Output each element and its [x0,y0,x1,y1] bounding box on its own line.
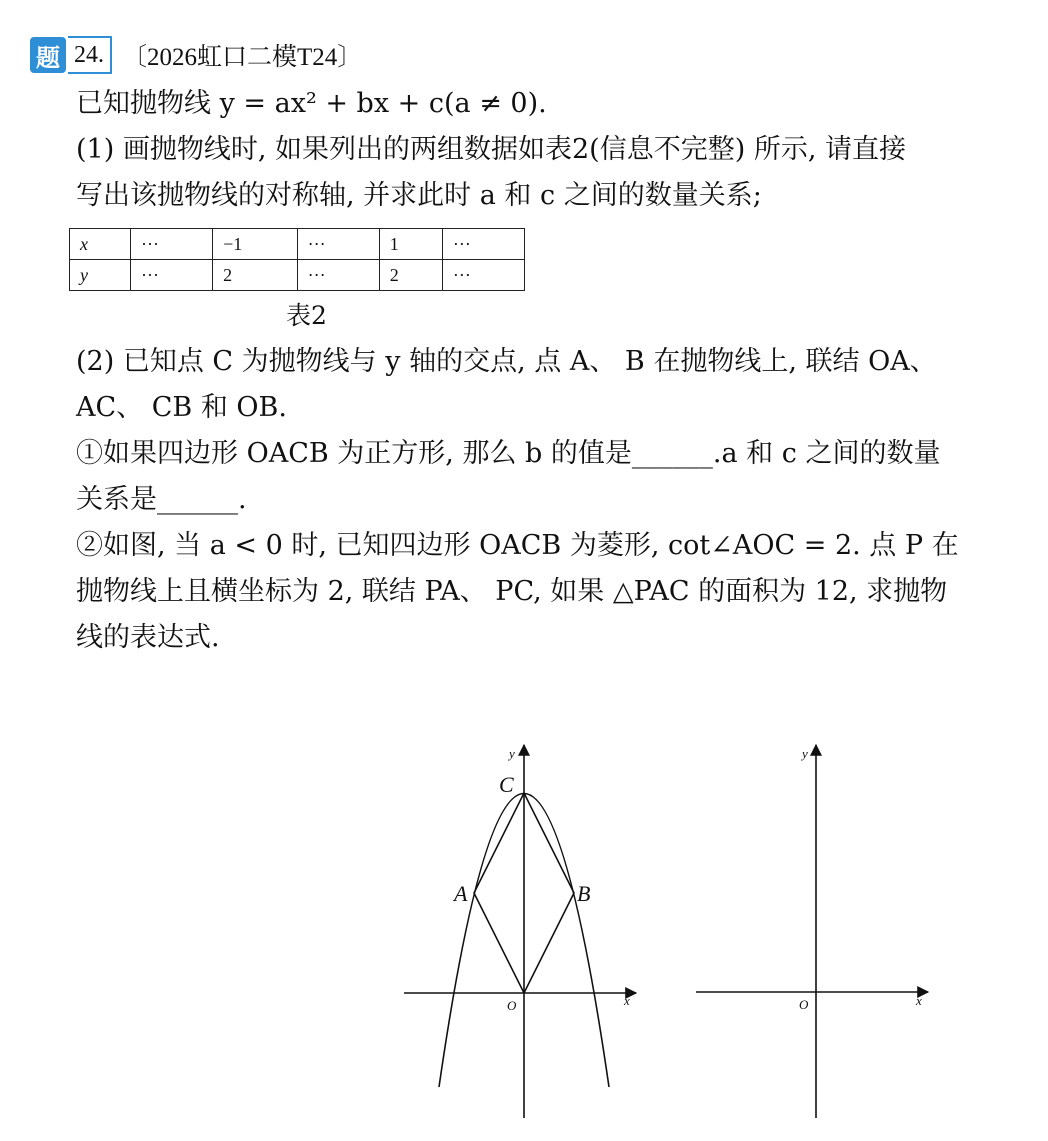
figure-1 [404,745,636,1118]
table-cell: −1 [213,229,298,260]
table-cell: x [70,229,131,260]
table-cell: ··· [297,260,379,291]
table-cell: ··· [131,260,213,291]
table-cell: 1 [379,229,442,260]
figure-2 [696,745,928,1118]
problem-intro: 已知抛物线 y = ax² + bx + c(a ≠ 0). [76,88,547,119]
problem-tag: 题 [30,37,66,73]
part2-line-1: (2) 已知点 C 为抛物线与 y 轴的交点, 点 A、 B 在抛物线上, 联结 OA、 [76,346,937,377]
point-b-label: B [577,881,591,906]
part1-line-2: 写出该抛物线的对称轴, 并求此时 a 和 c 之间的数量关系; [76,180,762,211]
part2-line-2: AC、 CB 和 OB. [76,392,287,423]
figure2-origin-label: O [799,997,809,1012]
table-cell: y [70,260,131,291]
problem-number: 24. [68,36,112,74]
problem-source: 〔2026虹口二模T24〕 [122,44,363,71]
table-cell: ··· [131,229,213,260]
point-c-label: C [499,772,514,797]
figure1-x-label: x [624,993,630,1008]
table-cell: 2 [213,260,298,291]
part1-line-1: (1) 画抛物线时, 如果列出的两组数据如表2(信息不完整) 所示, 请直接 [76,134,906,165]
point-a-label: A [454,881,468,906]
question1-line-1: ①如果四边形 OACB 为正方形, 那么 b 的值是______.a 和 c 之间的数量 [76,438,941,469]
figure1-y-label: y [509,746,515,761]
table-cell: ··· [442,260,524,291]
table-cell: ··· [442,229,524,260]
figure2-y-label: y [802,746,808,761]
figure2-x-label: x [916,993,922,1008]
question2-line-3: 线的表达式. [76,622,220,653]
question2-line-2: 抛物线上且横坐标为 2, 联结 PA、 PC, 如果 △PAC 的面积为 12, 求抛物 [76,576,948,607]
table-cell: ··· [297,229,379,260]
table-caption: 表2 [286,301,327,330]
table-cell: 2 [379,260,442,291]
question1-line-2: 关系是______. [76,484,247,515]
figure1-origin-label: O [507,998,517,1013]
question2-line-1: ②如图, 当 a < 0 时, 已知四边形 OACB 为菱形, cot∠AOC = 2. 点 P 在 [76,530,959,561]
